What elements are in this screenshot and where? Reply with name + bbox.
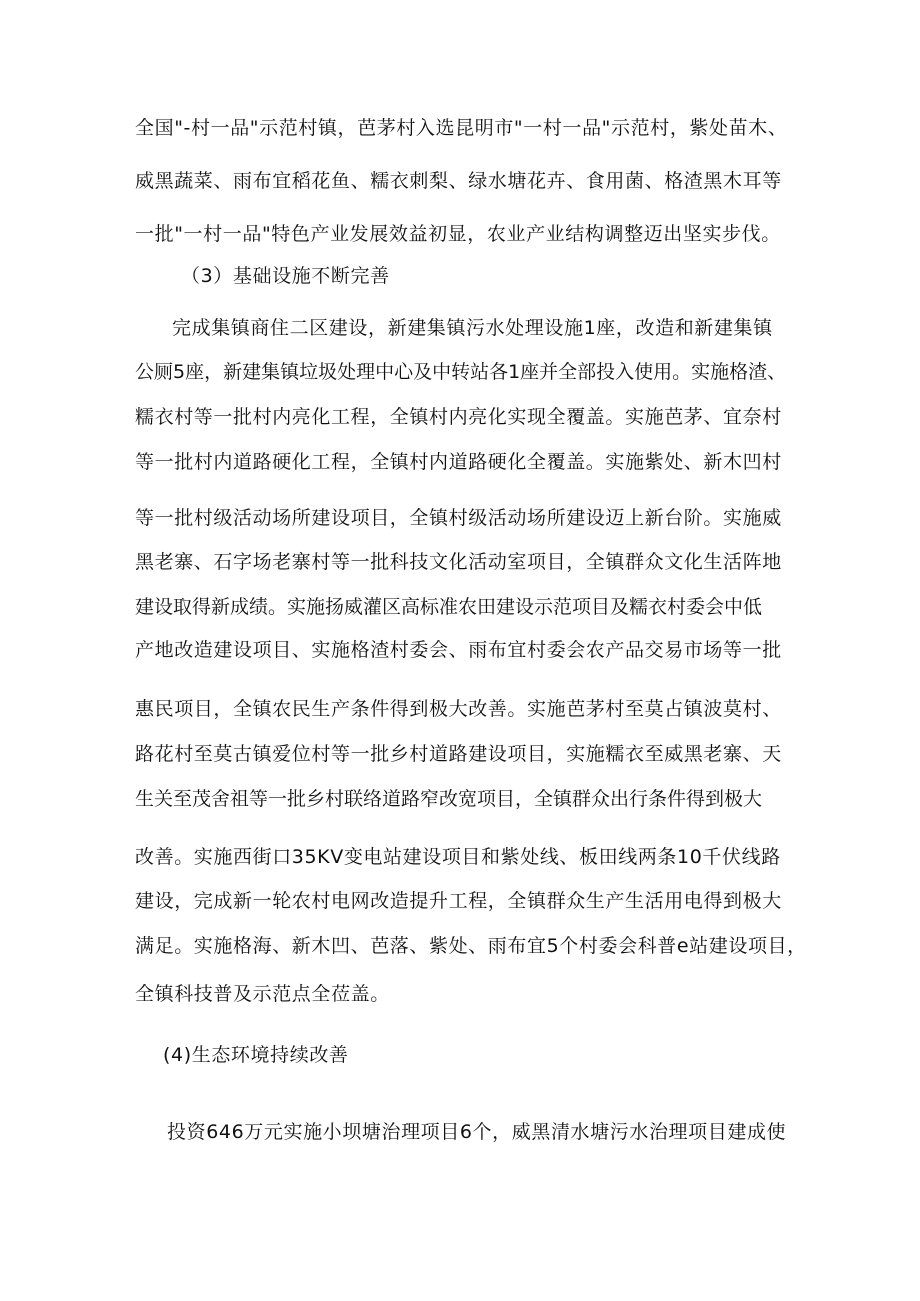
paragraph-line: 糯衣村等一批村内亮化工程，全镇村内亮化实现全覆盖。实施芭茅、宜奈村 (135, 406, 782, 428)
paragraph-line: 完成集镇商住二区建设，新建集镇污水处理设施1座，改造和新建集镇 (172, 317, 773, 339)
paragraph-line: 建设，完成新一轮农村电网改造提升工程，全镇群众生产生活用电得到极大 (135, 890, 782, 912)
paragraph-line: 威黑蔬菜、雨布宜稻花鱼、糯衣刺梨、绿水塘花卉、食用菌、格渣黑木耳等 (135, 170, 782, 192)
paragraph-line: 黑老寨、石字场老寨村等一批科技文化活动室项目，全镇群众文化生活阵地 (135, 551, 782, 573)
paragraph-line: 产地改造建设项目、实施格渣村委会、雨布宜村委会农产品交易市场等一批 (135, 639, 782, 661)
paragraph-line: 惠民项目，全镇农民生产条件得到极大改善。实施芭茅村至莫占镇波莫村、 (135, 698, 782, 720)
paragraph-line: 全镇科技普及示范点全莅盖。 (135, 983, 390, 1005)
paragraph-line: 满足。实施格海、新木凹、芭落、紫处、雨布宜5个村委会科普e站建设项目， (135, 935, 807, 957)
paragraph-line: 改善。实施西街口35KV变电站建设项目和紫处线、板田线两条10千伏线路 (135, 846, 781, 868)
paragraph-line: 等一批村级活动场所建设项目，全镇村级活动场所建设迈上新台阶。实施威 (135, 507, 782, 529)
paragraph-line: 路花村至莫古镇爱位村等一批乡村道路建设项目，实施糯衣至威黑老寨、天 (135, 743, 782, 765)
paragraph-line: 生关至茂舍祖等一批乡村联络道路窄改宽项目，全镇群众出行条件得到极大 (135, 788, 763, 810)
paragraph-line: 公厕5座，新建集镇垃圾处理中心及中转站各1座并全部投入使用。实施格渣、 (135, 361, 787, 383)
paragraph-line: 投资646万元实施小坝塘治理项目6个，威黑清水塘污水治理项目建成使 (167, 1121, 787, 1143)
paragraph-line: 一批"一村一品"特色产业发展效益初显，农业产业结构调整迈出坚实步伐。 (135, 223, 781, 245)
section-heading-3: （3）基础设施不断完善 (181, 265, 390, 287)
section-heading-4: (4)生态环境持续改善 (163, 1044, 349, 1066)
paragraph-line: 建设取得新成绩。实施扬威灌区高标准农田建设示范项目及糯衣村委会中低 (135, 596, 763, 618)
paragraph-line: 等一批村内道路硬化工程，全镇村内道路硬化全覆盖。实施紫处、新木凹村 (135, 451, 782, 473)
paragraph-line: 全国"-村一品"示范村镇，芭茅村入选昆明市"一村一品"示范村，紫处苗木、 (135, 117, 788, 139)
